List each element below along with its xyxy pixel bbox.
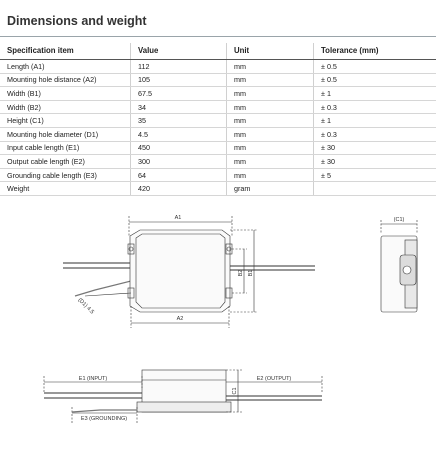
cell-tolerance: ± 5 bbox=[314, 168, 436, 182]
header-tolerance: Tolerance (mm) bbox=[314, 43, 436, 60]
header-unit: Unit bbox=[227, 43, 314, 60]
cell-value: 300 bbox=[131, 155, 227, 169]
cell-value: 35 bbox=[131, 114, 227, 128]
cell-item: Output cable length (E2) bbox=[0, 155, 131, 169]
table-row bbox=[0, 87, 436, 101]
cell-item: Length (A1) bbox=[0, 60, 131, 74]
cell-item: Weight bbox=[0, 182, 131, 196]
cell-value: 34 bbox=[131, 100, 227, 114]
table-row bbox=[0, 141, 436, 155]
cell-item: Grounding cable length (E3) bbox=[0, 168, 131, 182]
title-divider bbox=[0, 36, 436, 37]
table-row bbox=[0, 60, 436, 74]
cell-unit: mm bbox=[227, 60, 314, 74]
cell-unit: mm bbox=[227, 73, 314, 87]
table-row bbox=[0, 168, 436, 182]
label-c1: (C1) bbox=[393, 217, 405, 223]
label-a1: A1 bbox=[174, 215, 182, 221]
header-specification-item: Specification item bbox=[0, 43, 131, 60]
label-e2: E2 (OUTPUT) bbox=[256, 376, 292, 382]
cell-tolerance: ± 0.5 bbox=[314, 60, 436, 74]
cell-item: Mounting hole diameter (D1) bbox=[0, 127, 131, 141]
cell-item: Input cable length (E1) bbox=[0, 141, 131, 155]
table-row bbox=[0, 155, 436, 169]
table-header-row bbox=[0, 43, 436, 60]
cell-value: 450 bbox=[131, 141, 227, 155]
cell-unit: mm bbox=[227, 100, 314, 114]
side-view-drawing bbox=[381, 220, 417, 312]
cell-tolerance: ± 0.5 bbox=[314, 73, 436, 87]
cell-tolerance: ± 0.3 bbox=[314, 127, 436, 141]
cell-unit: mm bbox=[227, 114, 314, 128]
cell-value: 67.5 bbox=[131, 87, 227, 101]
cell-unit: mm bbox=[227, 155, 314, 169]
cell-value: 4.5 bbox=[131, 127, 227, 141]
table-row bbox=[0, 127, 436, 141]
dimension-drawings bbox=[0, 200, 436, 468]
cell-value: 105 bbox=[131, 73, 227, 87]
table-row bbox=[0, 114, 436, 128]
cell-tolerance: ± 30 bbox=[314, 155, 436, 169]
cell-tolerance bbox=[314, 182, 436, 196]
table-row bbox=[0, 73, 436, 87]
label-e3: E3 (GROUNDING) bbox=[80, 416, 128, 422]
label-e1: E1 (INPUT) bbox=[78, 376, 108, 382]
label-d1: (D1) 4.5 bbox=[76, 297, 95, 316]
section-title: Dimensions and weight bbox=[7, 14, 147, 28]
cell-unit: gram bbox=[227, 182, 314, 196]
cell-unit: mm bbox=[227, 168, 314, 182]
cell-tolerance: ± 30 bbox=[314, 141, 436, 155]
label-b2: B2 bbox=[238, 269, 244, 277]
cell-unit: mm bbox=[227, 87, 314, 101]
cell-item: Width (B2) bbox=[0, 100, 131, 114]
label-c1-side: C1 bbox=[232, 387, 238, 395]
cell-tolerance: ± 1 bbox=[314, 114, 436, 128]
top-view-drawing bbox=[63, 216, 315, 328]
cell-tolerance: ± 0.3 bbox=[314, 100, 436, 114]
cell-item: Height (C1) bbox=[0, 114, 131, 128]
cell-unit: mm bbox=[227, 141, 314, 155]
cell-tolerance: ± 1 bbox=[314, 87, 436, 101]
cell-item: Width (B1) bbox=[0, 87, 131, 101]
cell-value: 64 bbox=[131, 168, 227, 182]
cell-value: 112 bbox=[131, 60, 227, 74]
label-a2: A2 bbox=[176, 316, 184, 322]
header-value: Value bbox=[131, 43, 227, 60]
table-row bbox=[0, 182, 436, 196]
label-b1: B1 bbox=[248, 269, 254, 277]
table-row bbox=[0, 100, 436, 114]
cell-value: 420 bbox=[131, 182, 227, 196]
cell-item: Mounting hole distance (A2) bbox=[0, 73, 131, 87]
cell-unit: mm bbox=[227, 127, 314, 141]
spec-table bbox=[0, 43, 436, 196]
